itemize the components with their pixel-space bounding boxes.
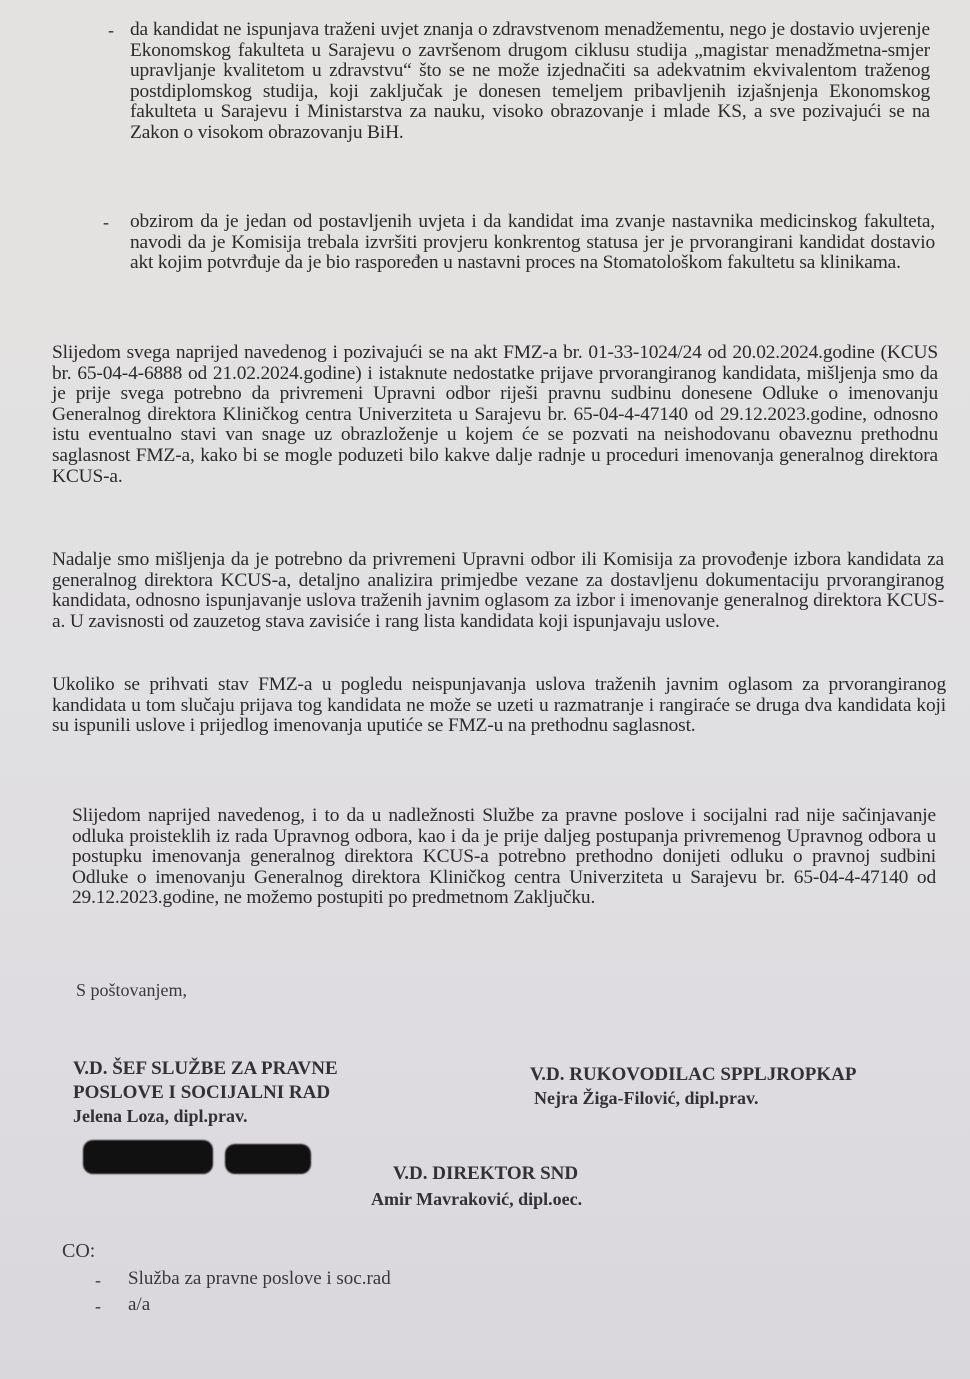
redaction-block-2 <box>225 1144 311 1174</box>
bullet-item-2 <box>103 211 935 274</box>
bullet-text: obzirom da je jedan od postavljenih uvjeta i da kandidat ima zvanje nastavnika medicinskog fakulteta, navodi da je Komisija trebala izvršiti provjeru konkrentog statusa jer je prvorangirani kandidat dostavio akt kojim potvrđuje da je bio raspoređen u nastavni proces na Stomatološkom fakultetu sa klinikama. <box>130 211 935 274</box>
cc-label: CO: <box>62 1240 96 1262</box>
paragraph-1: Slijedom svega naprijed navedenog i pozivajući se na akt FMZ-a br. 01-33-1024/24 od 20.02.2024.godine (KCUS br. 65-04-4-6888 od 21.02.2024.godine) i istaknute nedostatke prijave prvorangiranog kandidata, mišljenja smo da je prije svega potrebno da privremeni Upravni odbor riješi pravnu sudbinu donesene Odluke o imenovanju Generalnog direktora Kliničkog centra Univerziteta u Sarajevu br. 65-04-4-47140 od 29.12.2023.godine, odnosno istu eventualno stavi van snage uz obrazloženje u kojem će se pozvati na neishodovanu obaveznu prethodnu saglasnost FMZ-a, kako bi se mogle poduzeti bilo kakve dalje radnje u proceduri imenovanja generalnog direktora KCUS-a. <box>52 342 938 487</box>
cc-mark: - <box>95 1270 101 1290</box>
paragraph-2: Nadalje smo mišljenja da je potrebno da privremeni Upravni odbor ili Komisija za provođenje izbora kandidata za generalnog direktora KCUS-a, detaljno analizira primjedbe vezane za dostavljenu dokumentaciju prvorangiranog kandidata, odnosno ispunjavanje uslova traženih javnim oglasom za izbor i imenovanje generalnog direktora KCUS-a. U zavisnosti od zauzetog stava zavisiće i rang lista kandidata koji ispunjavaju uslove. <box>52 549 944 632</box>
signature-center-title: V.D. DIREKTOR SND <box>393 1163 579 1184</box>
redaction-block-1 <box>83 1140 213 1174</box>
cc-item-2: a/a <box>128 1294 151 1315</box>
signature-left-title-2: POSLOVE I SOCIJALNI RAD <box>73 1082 331 1103</box>
bullet-text: da kandidat ne ispunjava traženi uvjet znanja o zdravstvenom menadžementu, nego je dostavio uvjerenje Ekonomskog fakulteta u Sarajevu o završenom drugom ciklusu studija „magistar menadžmetna-smjer upravljanje kvalitetom u zdravstvu“ što se ne može izjednačiti sa adekvatnim ekvivalentom traženog postdiplomskog studija, koji zaključak je donesen temeljem pribavljenih izjašnjenja Ekonomskog fakulteta u Sarajevu i Ministarstva za nauku, visoko obrazovanje i mlade KS, a sve pozivajući se na Zakon o visokom obrazovanju BiH. <box>130 19 930 143</box>
bullet-item-1 <box>108 19 930 144</box>
signature-left-name: Jelena Loza, dipl.prav. <box>73 1106 248 1126</box>
signature-left-title-1: V.D. ŠEF SLUŽBE ZA PRAVNE <box>73 1058 338 1079</box>
bullet-mark: - <box>108 20 114 40</box>
cc-item-1: Služba za pravne poslove i soc.rad <box>128 1268 391 1289</box>
signature-right-title: V.D. RUKOVODILAC SPPLJROPKAP <box>530 1064 857 1085</box>
signature-center-name: Amir Mavraković, dipl.oec. <box>371 1189 583 1209</box>
cc-mark: - <box>95 1296 101 1316</box>
bullet-mark: - <box>103 212 109 232</box>
paragraph-4: Slijedom naprijed navedenog, i to da u nadležnosti Službe za pravne poslove i socijalni rad nije sačinjavanje odluka proisteklih iz rada Upravnog odbora, kao i da je prije daljeg postupanja privremenog Upravnog odbora u postupku imenovanja generalnog direktora KCUS-a potrebno prethodno donijeti odluku o pravnoj sudbini Odluke o imenovanju Generalnog direktora Kliničkog centra Univerziteta u Sarajevu br. 65-04-4-47140 od 29.12.2023.godine, ne možemo postupiti po predmetnom Zaključku. <box>72 805 936 909</box>
signature-right-name: Nejra Žiga-Filović, dipl.prav. <box>534 1088 759 1108</box>
closing-salutation: S poštovanjem, <box>76 980 187 1000</box>
paragraph-3: Ukoliko se prihvati stav FMZ-a u pogledu neispunjavanja uslova traženih javnim oglasom za prvorangiranog kandidata u tom slučaju prijava tog kandidata ne može se uzeti u razmatranje i rangiraće se druga dva kandidata koji su ispunili uslove i prijedlog imenovanja uputiće se FMZ-u na prethodnu saglasnost. <box>52 674 946 737</box>
